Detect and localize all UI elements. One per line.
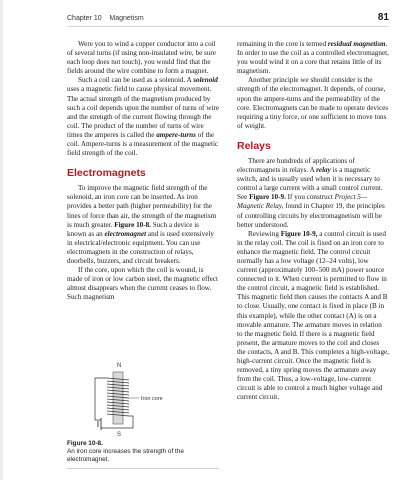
paragraph: To improve the magnetic field strength of the solenoid, an iron core can be inserted. As iron provides a better path (higher permeability) for the lines of force than air, the strength of the magnetism is much greater. Figure 10-8. Such a device is known as an electromagnet and is used extensively in electrical/electronic equipment. You can use electromagnets in the construction of relays, doorbells, buzzers, and circuit breakers. — [67, 184, 217, 265]
paragraph: There are hundreds of applications of electromagnets in relays. A relay is a magnetic switch, and is usually used when it is necessary to control a large current with a small control current. See Figure 10-9. If you construct Project 5—Magnetic Relay, found in Chapter 19, the principles of controlling circuits by electromagnetism will be better understood. — [237, 156, 385, 229]
electromagnet-diagram — [81, 358, 191, 438]
term-solenoid: solenoid — [193, 76, 218, 85]
paragraph: remaining in the core is termed residual magnetism. In order to use the coil as a controlled electromagnet, you would wind it on a core that retains little of its magnetism. — [237, 40, 389, 76]
chapter-label: Chapter 10 — [67, 15, 102, 22]
figure-ref: Figure 10-9. — [249, 193, 286, 202]
term-relay: relay — [316, 166, 331, 175]
figure-caption-text: An iron core increases the strength of the electromagnet. — [67, 448, 184, 463]
lead-wire — [95, 378, 107, 420]
term-electromagnet: electromagnet — [104, 229, 147, 238]
figure-caption-title: Figure 10-8. — [67, 440, 103, 447]
project-ref: Project 5—Magnetic Relay, — [237, 193, 368, 211]
section-heading-relays: Relays — [237, 139, 271, 152]
iron-core-shape — [113, 372, 123, 424]
iron-core-label: Iron core — [141, 396, 163, 402]
paragraph: Such a coil can be used as a solenoid. A solenoid uses a magnetic field to cause physical movement. The actual strength of the magnetism produced by such a coil depends upon the number of turns of wire and the strength of the current flowing through the coil. The product of the number of turns of wire times the amperes is called the ampere-turns of the coil. Ampere-turns is a measurement of the magnetic field strength of the coil. — [67, 76, 219, 158]
paragraph: Reviewing Figure 10-9, a control circuit is used in the relay coil. The coil is fixed on an iron core to enhance the magnetic field. The control circuit normally has a low voltage (12–24 volts), low current (approximately 100–500 mA) power source connected to it. When current is permitted to flow in the control circuit, a magnetic field is established. This magnetic field then causes the contacts A and B to close. Usually, one contact is fixed in place (B in this example), while the other contact (A) is on a movable armature. The armature moves in relation to the magnetic field. If there is a magnetic field present, the armature moves to the coil and closes the contacts, A and B. This completes a high-voltage, high-current circuit. Once the magnetic field is removed, a tiny spring moves the armature away from the coil. Thus, a low-voltage, low-current circuit is able to control a much higher voltage and current circuit. — [237, 229, 389, 402]
paragraph: If the core, upon which the coil is wound, is made of iron or low carbon steel, the magnetic effect almost disappears when the current ceases to flow. Such magnetism — [67, 266, 218, 302]
page-number: 81 — [377, 12, 389, 23]
figure-caption — [67, 440, 219, 464]
caption-rule — [67, 468, 219, 469]
figure-ref: Figure 10-9, — [280, 229, 318, 238]
running-header — [0, 0, 409, 30]
left-column — [67, 40, 219, 302]
running-header-title — [67, 15, 144, 22]
page-edge-strip — [0, 0, 3, 480]
section-heading-electromagnets: Electromagnets — [67, 167, 146, 180]
paragraph: Another principle we should consider is the strength of the electromagnet. It depends, of course, upon the ampere-turns and the permeability of the core. Electromagnets can be made to operate devices requiring a tiny force, or one sufficient to move tons of weight. — [237, 76, 389, 130]
south-label: S — [117, 432, 122, 438]
paragraph: Were you to wind a copper conductor into a coil of several turns (if using non-insulated wire, be sure each loop does not touch), you would find that the fields around the wire combine to form a magnet. — [67, 40, 216, 76]
term-ampere-turns: ampere-turns — [156, 130, 196, 139]
right-column — [237, 40, 389, 402]
north-label: N — [117, 363, 122, 369]
figure-ref: Figure 10-8. — [114, 220, 151, 229]
term-residual-magnetism: residual magnetism — [327, 40, 386, 48]
header-rule — [67, 26, 389, 27]
figure-10-8 — [67, 358, 219, 469]
section-label: Magnetism — [109, 15, 144, 22]
